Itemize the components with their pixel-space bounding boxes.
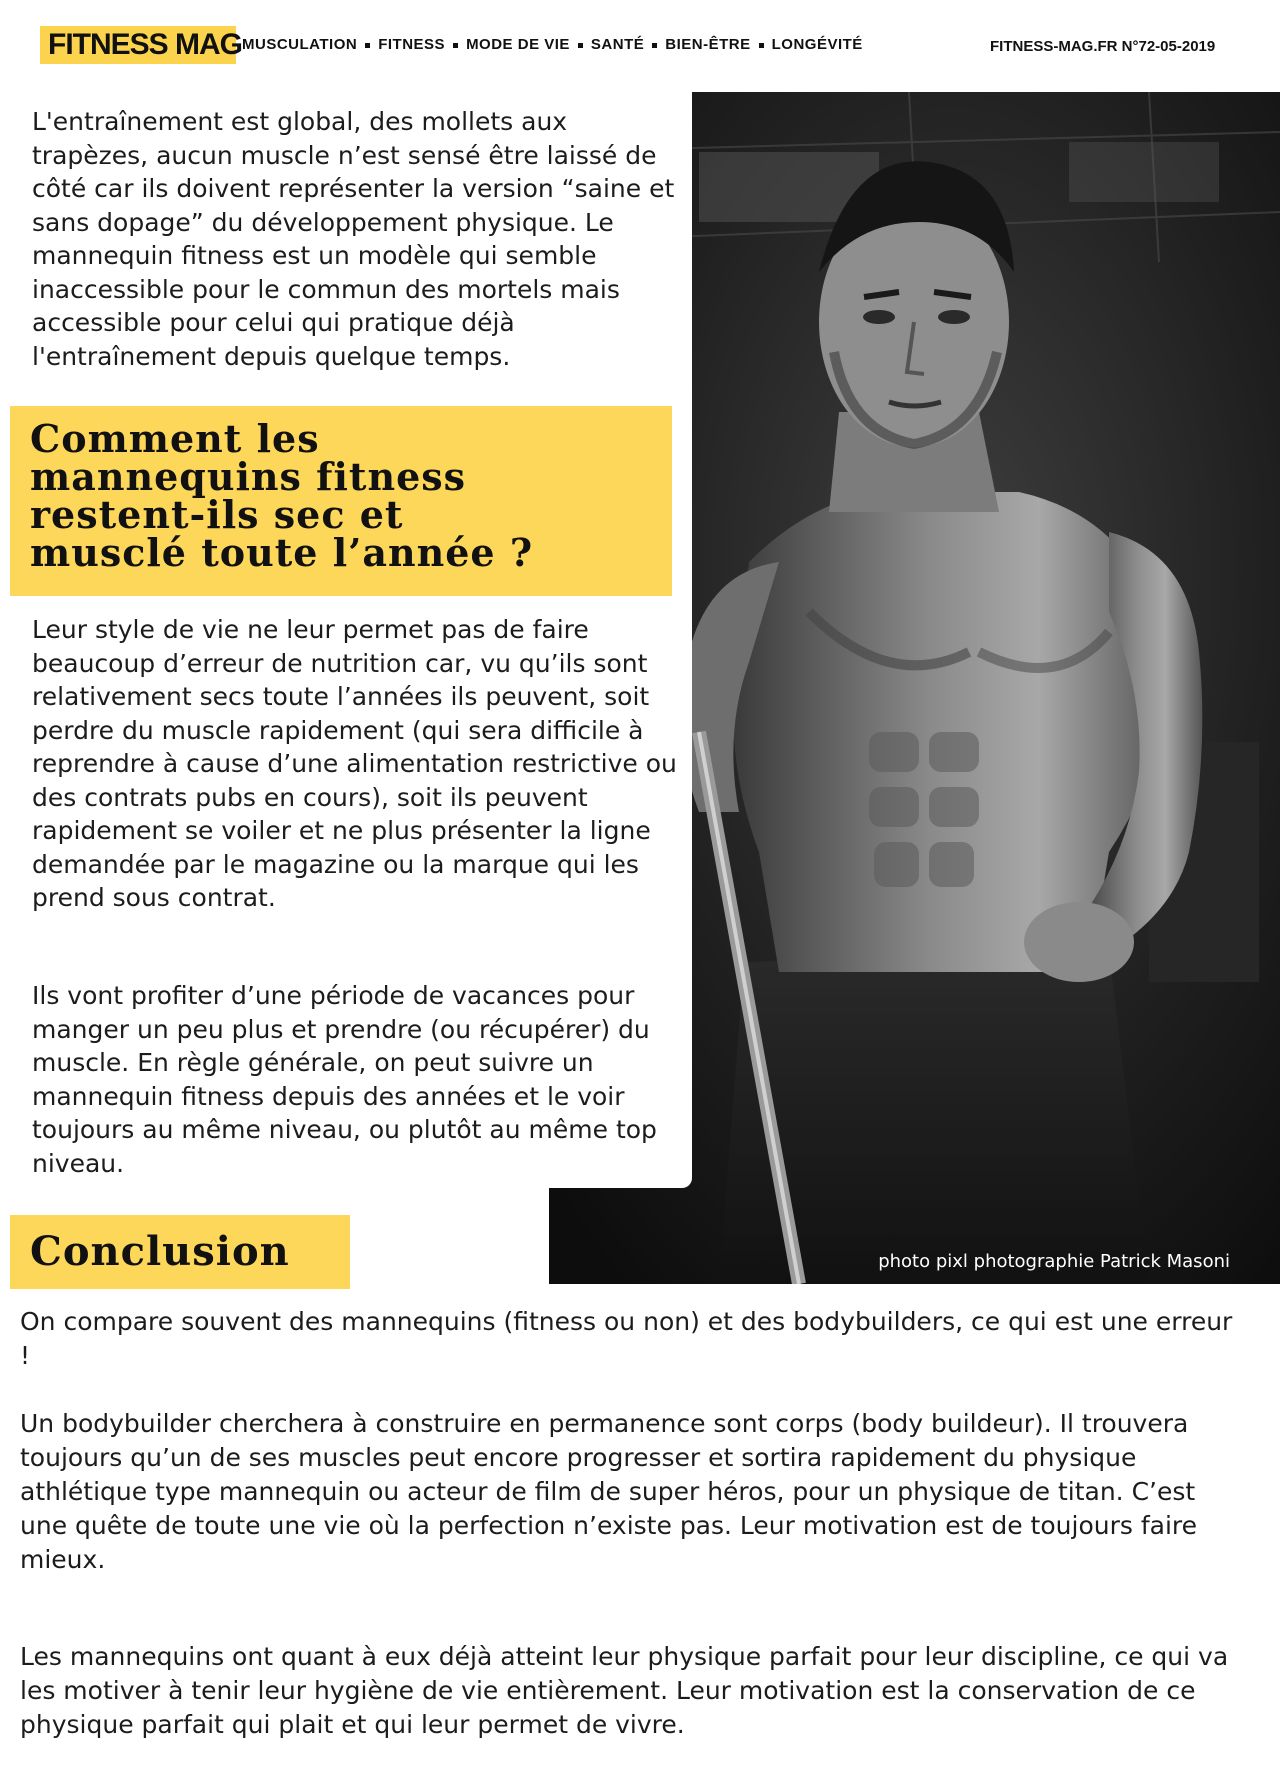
nav-item-longevite[interactable]: LONGÉVITÉ [771, 36, 863, 53]
heading-line: musclé toute l’année ? [30, 530, 534, 575]
heading-line: mannequins fitness [30, 454, 467, 499]
page-header [0, 0, 1280, 80]
section-heading-mannequins [30, 416, 534, 575]
magazine-logo[interactable]: FITNESS MAG [40, 26, 236, 64]
lifestyle-paragraph: Leur style de vie ne leur permet pas de faire beaucoup d’erreur de nutrition car, vu qu’ils sont relativement secs toute l’années ils peuvent, soit perdre du muscle rapidement (qui sera difficile à reprendre à cause d’une alimentation restrictive ou des contrats pubs en cours), soit ils peuvent rapidement se voiler et ne plus présenter la ligne demandée par le magazine ou la marque qui les prend sous contrat. [32, 615, 677, 912]
nav-separator [453, 43, 458, 48]
section-nav [242, 36, 863, 53]
conclusion-paragraph-3: Les mannequins ont quant à eux déjà atteint leur physique parfait pour leur discipline, ce qui va les motiver à tenir leur hygiène de vie entièrement. Leur motivation est la conservation de ce physique parfait qui plait et qui leur permet de vivre. [20, 1642, 1229, 1739]
nav-separator [652, 43, 657, 48]
nav-item-mode-de-vie[interactable]: MODE DE VIE [466, 36, 570, 53]
heading-line: Comment les [30, 416, 320, 461]
nav-item-fitness[interactable]: FITNESS [378, 36, 446, 53]
photo-credit: photo pixl photographie Patrick Masoni [878, 1251, 1230, 1272]
nav-item-bien-etre[interactable]: BIEN-ÊTRE [665, 36, 751, 53]
issue-info: FITNESS-MAG.FR N°72-05-2019 [990, 38, 1216, 55]
vacation-paragraph: Ils vont profiter d’une période de vacances pour manger un peu plus et prendre (ou récupérer) du muscle. En règle générale, on peut suivre un mannequin fitness depuis des années et le voir toujours au même niveau, ou plutôt au même top niveau. [32, 981, 657, 1178]
nav-separator [578, 43, 583, 48]
conclusion-paragraph-1: On compare souvent des mannequins (fitness ou non) et des bodybuilders, ce qui est une erreur ! [20, 1307, 1233, 1370]
nav-item-sante[interactable]: SANTÉ [590, 36, 645, 53]
nav-item-musculation[interactable]: MUSCULATION [242, 36, 358, 53]
conclusion-paragraph-2: Un bodybuilder cherchera à construire en permanence sont corps (body buildeur). Il trouvera toujours qu’un de ses muscles peut encore progresser et sortira rapidement du physique athlétique type mannequin ou acteur de film de super héros, pour un physique de titan. C’est une quête de toute une vie où la perfection n’existe pas. Leur motivation est de toujours faire mieux. [20, 1409, 1198, 1574]
nav-separator [759, 43, 764, 48]
conclusion-heading: Conclusion [30, 1228, 290, 1275]
heading-line: restent-ils sec et [30, 492, 404, 537]
nav-separator [365, 43, 370, 48]
intro-paragraph: L'entraînement est global, des mollets aux trapèzes, aucun muscle n’est sensé être laissé de côté car ils doivent représenter la version “saine et sans dopage” du développement physique. Le mannequin fitness est un modèle qui semble inaccessible pour le commun des mortels mais accessible pour celui qui pratique déjà l'entraînement depuis quelque temps. [32, 107, 675, 371]
